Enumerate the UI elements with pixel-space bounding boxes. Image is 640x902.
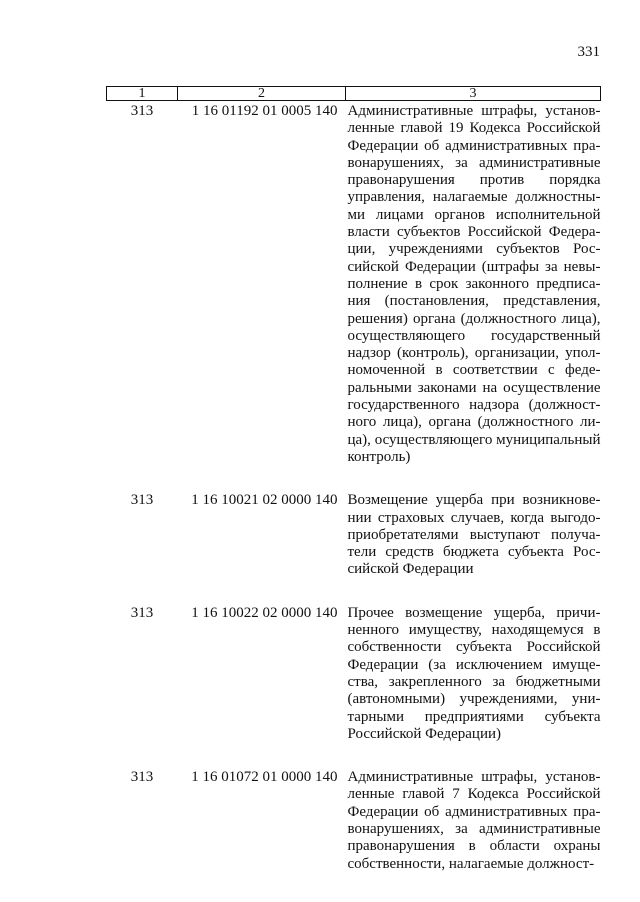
budget-classification-code: 1 16 01192 01 0005 140 <box>191 103 338 119</box>
administrator-code: 313 <box>130 769 154 786</box>
table-row <box>107 603 601 743</box>
table-row <box>107 101 601 467</box>
row-spacer <box>107 579 601 603</box>
budget-classification-code: 1 16 01072 01 0000 140 <box>191 769 338 786</box>
budget-classification-code: 1 16 10022 02 0000 140 <box>191 604 338 621</box>
revenue-description: Прочее возмещение ущерба, причиненного имуществу, находящемуся в собственности субъекта Российской Федерации (за исключением имущества, закрепленного за бюджетными (автономными) учреждениями, унитарными предприятиями субъекта Российской Федерации) <box>347 604 601 742</box>
revenue-description: Возмещение ущерба при возникновении страховых случаев, когда выгодоприобретателями выступают получатели средств бюджета субъекта Российской Федерации <box>347 492 601 578</box>
column-header-2: 2 <box>178 87 346 101</box>
row-spacer <box>107 466 601 490</box>
page-number: 331 <box>577 44 600 60</box>
administrator-code: 313 <box>130 492 154 509</box>
revenue-description: Административные штрафы, установленные главой 7 Кодекса Российской Федерации об административных правонарушениях, за административные правонарушения в области охраны собственности, налагаемые должност- <box>347 769 601 872</box>
column-header-1: 1 <box>107 87 178 101</box>
table-row <box>107 767 601 873</box>
column-header-3: 3 <box>346 87 601 101</box>
row-spacer <box>107 743 601 767</box>
revenue-description: Административные штрафы, установленные главой 19 Кодекса Российской Федерации об административных правонарушениях, за административные правонарушения против порядка управления, налагаемые должностными лицами органов исполнительной власти субъектов Российской Федерации, учреждениями субъектов Российской Федерации (штрафы за невыполнение в срок законного предписания (постановления, представления, решения) органа (должностного лица), осуществляющего государственный надзор (контроль), организации, уполномоченной в соответствии с федеральными законами на осуществление государственного надзора (должностного лица), органа (должностного лица), осуществляющего муниципальный контроль) <box>347 103 601 465</box>
administrator-code: 313 <box>130 103 154 119</box>
budget-classification-code: 1 16 10021 02 0000 140 <box>191 492 338 509</box>
table-row <box>107 490 601 578</box>
administrator-code: 313 <box>130 604 154 621</box>
table-header-row <box>107 87 601 101</box>
budget-classification-table <box>106 86 601 873</box>
